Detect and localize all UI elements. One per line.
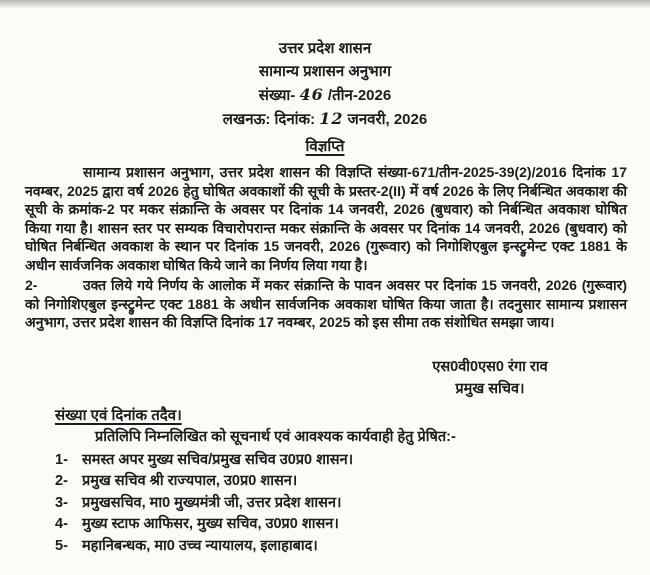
letter-number-prefix: संख्या-	[258, 87, 300, 104]
paragraph-1: सामान्य प्रशासन अनुभाग, उत्तर प्रदेश शासन की विज्ञप्ति संख्या-671/तीन-2025-39(2)/2016 दिनांक 17 नवम्बर, 2025 द्वारा वर्ष 2026 हेतु घोषित अवकाशों की सूची के प्रस्तर-2(II) में वर्ष 2026 के लिए निर्बन्धित अवकाश की सूची के क्रमांक-2 पर मकर संक्रान्ति के अवसर पर दिनांक 14 जनवरी, 2026 (बुधवार) को निर्बन्धित अवकाश घोषित किया गया है। शासन स्तर पर सम्यक विचारोपरान्त मकर संक्रान्ति के अवसर पर दिनांक 14 जनवरी, 2026 (बुधवार) को घोषित निर्बन्धित अवकाश के स्थान पर दिनांक 15 जनवरी, 2026 (गुरूवार) को निगोशिएबुल इन्स्ट्रुमेन्ट एक्ट 1881 के अधीन सार्वजनिक अवकाश घोषित किये जाने का निर्णय लिया गया है।	[25, 164, 627, 273]
same-number-date-line: संख्या एवं दिनांक तदैव।	[55, 406, 182, 424]
list-item	[55, 514, 650, 536]
list-item-number: 4-	[55, 516, 68, 532]
date-handwritten: 12	[319, 109, 344, 128]
government-name: उत्तर प्रदेश शासन	[278, 40, 372, 57]
paragraph-2-number: 2-	[25, 277, 38, 293]
document-body	[25, 163, 627, 332]
ref-line-wrap	[0, 405, 650, 426]
place-date-line	[0, 107, 650, 131]
list-item-text: मुख्य स्टाफ आफिसर, मुख्य सचिव, उ0प्र0 शासन।	[82, 516, 339, 532]
list-item-text: प्रमुख सचिव श्री राज्यपाल, उ0प्र0 शासन।	[82, 473, 298, 489]
list-item	[55, 536, 650, 558]
place-date-prefix: लखनऊ: दिनांक:	[222, 111, 320, 128]
list-item	[55, 450, 650, 472]
list-item-number: 1-	[55, 451, 68, 468]
document-header	[0, 37, 650, 158]
list-item-text: महानिबन्धक, मा0 उच्च न्यायालय, इलाहाबाद।	[82, 537, 318, 554]
list-item	[55, 471, 650, 493]
list-item-number: 2-	[55, 473, 68, 489]
paragraph-2	[25, 276, 627, 332]
list-item-number: 3-	[55, 494, 68, 511]
list-item-text: समस्त अपर मुख्य सचिव/प्रमुख सचिव उ0प्र0 शासन।	[82, 451, 354, 468]
paragraph-2-text: उक्त लिये गये निर्णय के आलोक में मकर संक्रान्ति के पावन अवसर पर दिनांक 15 जनवरी, 2026 (गुरूवार) को निगोशिएबुल इन्स्ट्रुमेन्ट एक्ट 1881 के अधीन सार्वजनिक अवकाश घोषित किया जाता है। तदनुसार सामान्य प्रशासन अनुभाग, उत्तर प्रदेश शासन की विज्ञप्ति दिनांक 17 नवम्बर, 2025 को इस सीमा तक संशोधित समझा जाय।	[25, 277, 627, 330]
list-item	[55, 493, 650, 515]
signatory-name: एस0वी0एस0 रंगा राव	[432, 358, 548, 375]
copy-forward-line: प्रतिलिपि निम्नलिखित को सूचनार्थ एवं आवश्यक कार्यवाही हेतु प्रेषित:-	[95, 428, 456, 445]
date-suffix: जनवरी, 2026	[343, 111, 428, 128]
document-title	[0, 135, 650, 158]
document-footer	[0, 405, 650, 558]
letter-number-handwritten: 46	[299, 85, 324, 104]
document-title-text: विज्ञप्ति	[305, 138, 345, 155]
signatory-designation: प्रमुख सचिव।	[455, 380, 525, 397]
department-name: सामान्य प्रशासन अनुभाग	[258, 63, 392, 80]
list-item-number: 5-	[55, 537, 68, 554]
letter-number-line	[0, 83, 650, 107]
list-item-text: प्रमुखसचिव, मा0 मुख्यमंत्री जी, उत्तर प्रदेश शासन।	[82, 494, 342, 511]
scan-artifact-band	[0, 0, 650, 9]
recipients-list	[0, 450, 650, 558]
signature-block	[390, 356, 590, 400]
letter-number-suffix: /तीन-2026	[323, 87, 392, 104]
